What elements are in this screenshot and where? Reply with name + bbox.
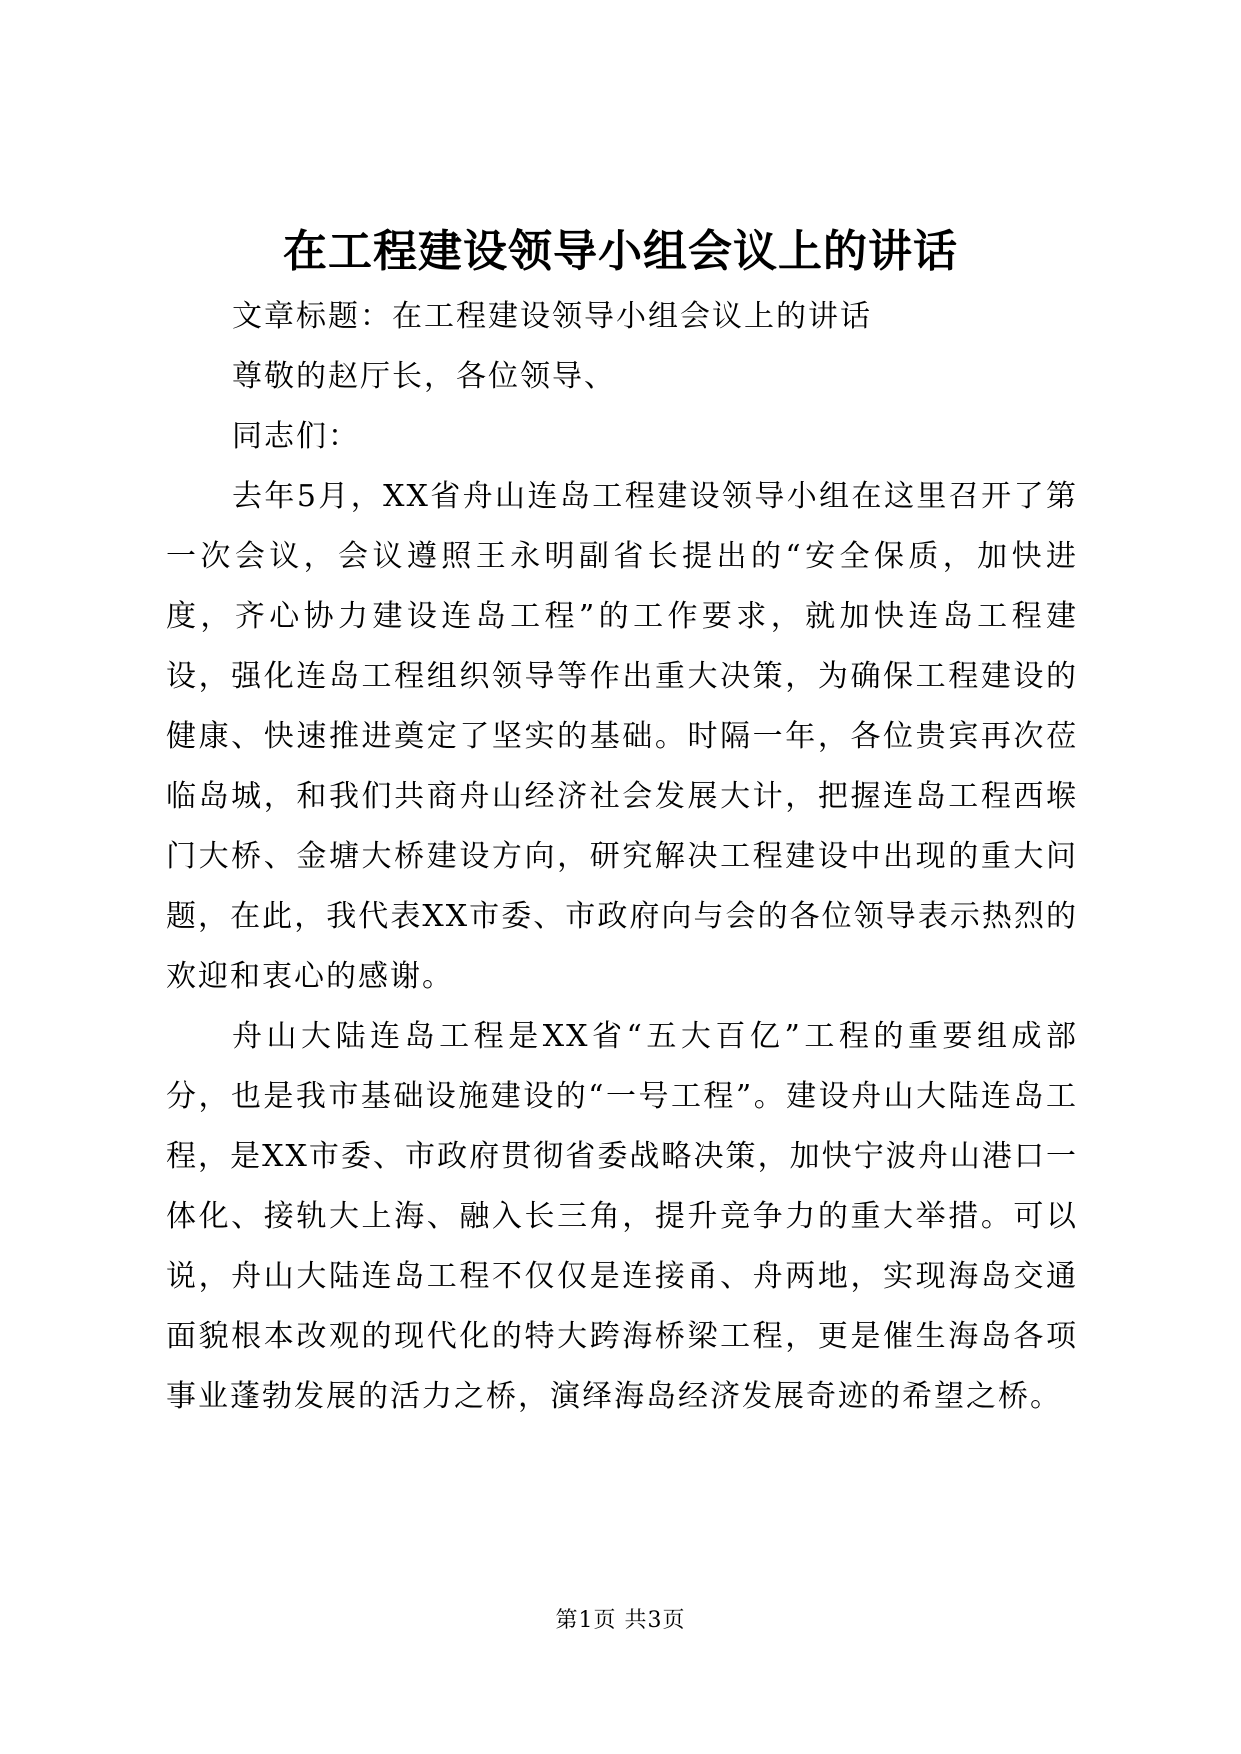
document-body (166, 287, 1078, 1427)
paragraph: 去年5月，XX省舟山连岛工程建设领导小组在这里召开了第一次会议，会议遵照王永明副省长提出的“安全保质，加快进度，齐心协力建设连岛工程”的工作要求，就加快连岛工程建设，强化连岛工程组织领导等作出重大决策，为确保工程建设的健康、快速推进奠定了坚实的基础。时隔一年，各位贵宾再次莅临岛城，和我们共商舟山经济社会发展大计，把握连岛工程西堠门大桥、金塘大桥建设方向，研究解决工程建设中出现的重大问题，在此，我代表XX市委、市政府向与会的各位领导表示热烈的欢迎和衷心的感谢。 (166, 479, 1078, 994)
article-title-line: 文章标题：在工程建设领导小组会议上的讲话 (232, 299, 872, 334)
page-footer: 第1页 共3页 (555, 1608, 686, 1633)
paragraph: 舟山大陆连岛工程是XX省“五大百亿”工程的重要组成部分，也是我市基础设施建设的“一号工程”。建设舟山大陆连岛工程，是XX市委、市政府贯彻省委战略决策，加快宁波舟山港口一体化、接轨大上海、融入长三角，提升竞争力的重大举措。可以说，舟山大陆连岛工程不仅仅是连接甬、舟两地，实现海岛交通面貌根本改观的现代化的特大跨海桥梁工程，更是催生海岛各项事业蓬勃发展的活力之桥，演绎海岛经济发展奇迹的希望之桥。 (166, 1019, 1078, 1414)
salutation-continued: 同志们： (232, 419, 360, 454)
document-title: 在工程建设领导小组会议上的讲话 (283, 226, 958, 277)
salutation-line: 尊敬的赵厅长，各位领导、 (232, 359, 616, 394)
